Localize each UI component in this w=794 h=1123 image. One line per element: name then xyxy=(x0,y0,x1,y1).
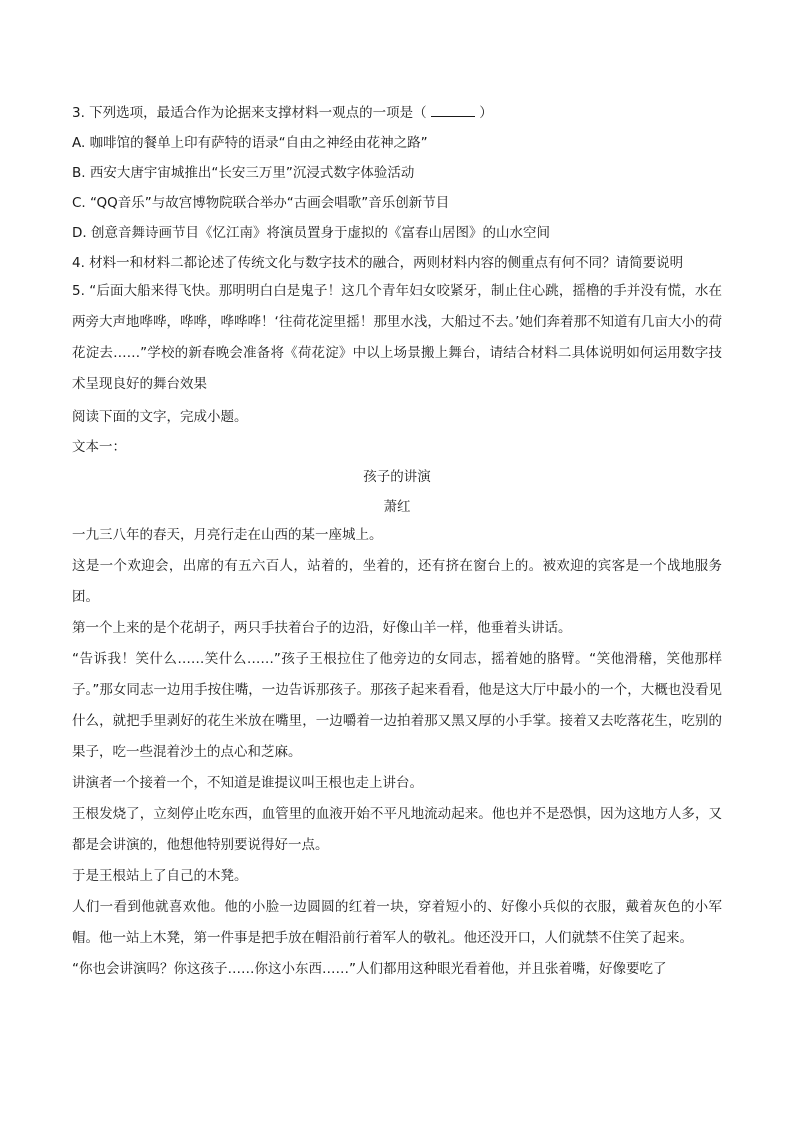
article-title: 孩子的讲演 xyxy=(363,469,431,485)
article-paragraph: 第一个上来的是个花胡子，两只手扶着台子的边沿，好像山羊一样，他垂着头讲话。 xyxy=(72,620,572,636)
article-paragraph: 于是王根站上了自己的木凳。 xyxy=(72,868,248,884)
text-label: 文本一： xyxy=(72,439,126,455)
answer-blank xyxy=(431,102,475,117)
article-paragraph: 讲演者一个接着一个，不知道是谁提议叫王根也走上讲台。 xyxy=(72,775,423,791)
article-paragraph: 一九三八年的春天，月亮行走在山西的某一座城上。 xyxy=(72,527,383,543)
question-3-text: 3. 下列选项，最适合作为论据来支撑材料一观点的一项是（ xyxy=(72,105,427,121)
article-paragraph: 这是一个欢迎会，出席的有五六百人，站着的，坐着的，还有挤在窗台上的。被欢迎的宾客是一个战地服务团。 xyxy=(72,558,722,605)
question-4: 4. 材料一和材料二都论述了传统文化与数字技术的融合，两则材料内容的侧重点有何不同？请简要说明 xyxy=(72,255,684,271)
option-c: C. “QQ音乐”与故宫博物院联合举办“古画会唱歌”音乐创新节目 xyxy=(72,195,450,211)
article-author: 萧红 xyxy=(383,499,411,515)
document-page xyxy=(72,100,722,985)
option-d: D. 创意音舞诗画节目《忆江南》将演员置身于虚拟的《富春山居图》的山水空间 xyxy=(72,225,550,241)
article-paragraph: “告诉我！笑什么……笑什么……”孩子王根拉住了他旁边的女同志，摇着她的胳臂。“笑他滑稽，笑他那样子。”那女同志一边用手按住嘴，一边告诉那孩子。那孩子起来看看，他是这大厅中最小的一个，大概也没看见什么，就把手里剥好的花生米放在嘴里，一边嚼着一边拍着那又黑又厚的小手掌。接着又去吃落花生，吃别的果子，吃一些混着沙土的点心和芝麻。 xyxy=(72,651,722,760)
article-paragraph: “你也会讲演吗？你这孩子……你这小东西……”人们都用这种眼光看着他，并且张着嘴，好像要吃了 xyxy=(72,961,667,977)
article-paragraph: 王根发烧了，立刻停止吃东西，血管里的血液开始不平凡地流动起来。他也并不是恐惧，因为这地方人多，又都是会讲演的，他想他特别要说得好一点。 xyxy=(72,806,722,853)
question-3-close-paren: ） xyxy=(479,105,493,121)
question-3-stem xyxy=(72,100,722,126)
option-a: A. 咖啡馆的餐单上印有萨特的语录“自由之神经由花神之路” xyxy=(72,135,428,151)
question-5: 5. “后面大船来得飞快。那明明白白是鬼子！这几个青年妇女咬紧牙，制止住心跳，摇橹的手并没有慌，水在两旁大声地哗哗，哗哗，哗哗哗！‘往荷花淀里摇！那里水浅，大船过不去。’她们奔着那不知道有几亩大小的荷花淀去……”学校的新春晚会准备将《荷花淀》中以上场景搬上舞台，请结合材料二具体说明如何运用数字技术呈现良好的舞台效果 xyxy=(72,283,722,392)
option-b: B. 西安大唐宇宙城推出“长安三万里”沉浸式数字体验活动 xyxy=(72,165,415,181)
reading-instruction: 阅读下面的文字，完成小题。 xyxy=(72,409,248,425)
article-paragraph: 人们一看到他就喜欢他。他的小脸一边圆圆的红着一块，穿着短小的、好像小兵似的衣服，戴着灰色的小军帽。他一站上木凳，第一件事是把手放在帽沿前行着军人的敬礼。他还没开口，人们就禁不住笑了起来。 xyxy=(72,899,722,946)
